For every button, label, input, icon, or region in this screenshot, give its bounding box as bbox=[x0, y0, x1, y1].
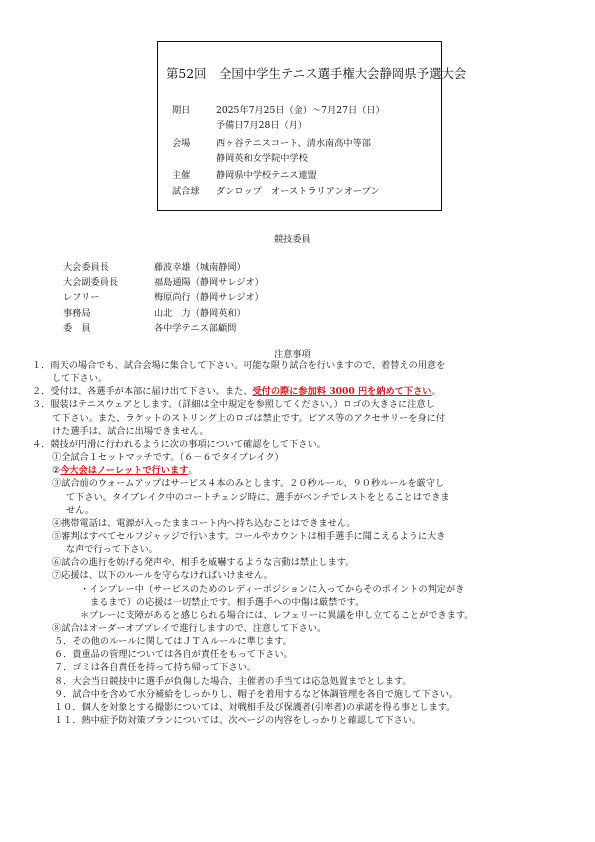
note-text: ② bbox=[52, 465, 61, 477]
event-info-row bbox=[172, 102, 385, 116]
event-info-value: 2025年7月25日（金）～7月27日（日） bbox=[216, 105, 385, 116]
note-text: １０．個人を対象とする撮影については、対戦相手及び保護者(引率者)の承諾を得る事とします。 bbox=[54, 701, 456, 713]
notes-heading: 注意事項 bbox=[274, 349, 311, 360]
note-line bbox=[54, 701, 455, 714]
note-line bbox=[54, 635, 292, 648]
note-line bbox=[54, 648, 293, 661]
event-info-row bbox=[172, 167, 317, 181]
note-text: て下さい。タイブレイク中のコートチェンジ時に、選手がベンチでレストをとることはできま bbox=[66, 491, 450, 503]
note-line bbox=[54, 661, 256, 674]
event-info-value: 予備日7月28日（月） bbox=[216, 120, 308, 131]
note-line bbox=[66, 491, 450, 504]
note-text: 。 bbox=[431, 386, 441, 398]
committee-role: 大会委員長 bbox=[63, 262, 109, 273]
note-line bbox=[32, 398, 435, 411]
note-text: まるまで）の応援は一切禁止です。相手選手への中傷は厳禁です。 bbox=[90, 596, 365, 608]
event-info-label: 期日 bbox=[172, 105, 191, 116]
committee-member bbox=[63, 305, 246, 319]
note-line bbox=[32, 359, 445, 372]
note-text: ＊プレーに支障があると感じられる場合には、レフェリーに異議を申し立てることができます。 bbox=[80, 609, 474, 621]
note-line bbox=[52, 425, 209, 438]
note-line bbox=[52, 517, 356, 530]
note-emphasis: 受付の際に参加料 3000 円を納めて下さい bbox=[252, 386, 432, 398]
event-info-row bbox=[172, 183, 380, 197]
note-line bbox=[54, 675, 412, 688]
note-text: けた選手は、試合に出場できません。 bbox=[52, 425, 209, 437]
event-info-row bbox=[172, 150, 308, 164]
note-text: ⑧試合はオーダーオブプレイで進行しますので、注意して下さい。 bbox=[52, 623, 327, 634]
note-line bbox=[66, 504, 94, 517]
event-info-label: 試合球 bbox=[172, 186, 200, 197]
note-text: ７．ゴミは各自責任を持って持ち帰って下さい。 bbox=[54, 662, 257, 674]
committee-role: レフリー bbox=[63, 292, 100, 304]
note-text: ２．受付は、各選手が本部に届け出て下さい。また、 bbox=[32, 386, 253, 398]
page-title: 第52回 全国中学生テニス選手権大会静岡県予選大会 bbox=[166, 66, 467, 81]
committee-member bbox=[63, 320, 236, 334]
note-text: １．雨天の場合でも、試合会場に集合して下さい。可能な限り試合を行いますので、着替えの用意を bbox=[32, 360, 446, 371]
committee-name: 各中学テニス部顧問 bbox=[154, 322, 237, 334]
note-line bbox=[52, 451, 284, 464]
note-text: ③試合前のウォームアップはサービス４本のみとします。２０秒ルール、９０秒ルールを厳守し bbox=[52, 478, 445, 490]
note-line bbox=[52, 464, 198, 477]
note-text: ⑥試合の進行を妨げる発声や、相手を威嚇するような言動は禁止します。 bbox=[52, 557, 355, 569]
event-info-value: 静岡県中学校テニス連盟 bbox=[216, 170, 317, 181]
note-text: ５．その他のルールに関してはＪＴＡルールに準じます。 bbox=[54, 636, 292, 648]
note-line bbox=[80, 583, 464, 596]
note-line bbox=[52, 530, 445, 543]
note-line bbox=[52, 556, 354, 569]
committee-heading: 競技委員 bbox=[274, 234, 311, 245]
committee-member bbox=[63, 259, 246, 273]
note-line bbox=[80, 609, 474, 622]
note-line bbox=[32, 438, 326, 451]
note-text: ８．大会当日競技中に選手が負傷した場合、主催者の手当ては応急処置までとします。 bbox=[54, 675, 412, 687]
event-info-row bbox=[172, 117, 307, 131]
note-line bbox=[54, 714, 421, 727]
note-text: １１．熱中症予防対策プランについては、次ページの内容をしっかりと確認して下さい。 bbox=[54, 715, 422, 727]
event-info-row bbox=[172, 135, 371, 149]
committee-name: 山北 力（静岡英和） bbox=[154, 307, 246, 319]
event-info-value: ダンロップ オーストラリアンオープン bbox=[216, 186, 380, 197]
committee-role: 大会副委員長 bbox=[63, 277, 119, 289]
note-text: ⑦応援は、以下のルールを守らなければいけません。 bbox=[52, 570, 273, 582]
note-text: ①全試合１セットマッチです。（６－６でタイブレイク） bbox=[52, 452, 284, 464]
note-text: ４．競技が円滑に行われるように次の事項について確認をして下さい。 bbox=[32, 438, 326, 450]
header-box bbox=[157, 41, 467, 211]
committee-role: 委 員 bbox=[63, 322, 91, 334]
note-text: ３．服装はテニスウェアとします。（詳細は全中規定を参照してください。）ロゴの大きさに注意し bbox=[32, 399, 435, 411]
note-line bbox=[52, 412, 445, 425]
committee-role: 事務局 bbox=[63, 307, 91, 319]
committee-member bbox=[63, 289, 264, 303]
event-info-value: 静岡英和女学院中学校 bbox=[216, 153, 308, 164]
note-text: ６．貴重品の管理については各自が責任をもって下さい。 bbox=[54, 649, 293, 661]
committee-member bbox=[63, 274, 264, 288]
note-line bbox=[52, 622, 326, 635]
note-text: して下さい。 bbox=[52, 373, 108, 385]
event-info-value: 西ヶ谷テニスコート、清水南高中等部 bbox=[216, 138, 371, 149]
note-line bbox=[52, 477, 444, 490]
note-line bbox=[54, 688, 458, 701]
note-line bbox=[32, 385, 441, 398]
note-text: て下さい。また、ラケットのストリング上のロゴは禁止です。ピアス等のアクセサリーを身に付 bbox=[52, 412, 446, 424]
committee-name: 梅原尚行（静岡サレジオ） bbox=[154, 292, 264, 304]
note-text: ④携帯電話は、電源が入ったままコート内へ持ち込むことはできません。 bbox=[52, 517, 356, 529]
note-emphasis: 今大会はノーレットで行います bbox=[60, 465, 189, 477]
note-text: せん。 bbox=[66, 504, 95, 516]
note-text: ⑤審判はすべてセルフジャッジで行います。コールやカウントは相手選手に聞こえるように大き bbox=[52, 530, 446, 542]
note-text: 。 bbox=[188, 465, 198, 477]
note-text: ・インプレー中（サービスのためのレディーポジションに入ってからそのポイントの判定がき bbox=[80, 583, 465, 595]
note-line bbox=[52, 372, 107, 385]
note-line bbox=[90, 596, 364, 609]
committee-name: 藤波幸雄（城南静岡） bbox=[154, 262, 246, 273]
note-line bbox=[66, 543, 158, 556]
note-text: な声で行って下さい。 bbox=[66, 544, 158, 556]
note-text: ９．試合中を含めて水分補給をしっかりし、帽子を着用するなど体調管理を各自で施して下さい。 bbox=[54, 688, 459, 700]
event-info-label: 会場 bbox=[172, 138, 191, 149]
committee-name: 福島通陽（静岡サレジオ） bbox=[154, 277, 264, 289]
event-info-label: 主催 bbox=[172, 170, 191, 181]
note-line bbox=[52, 569, 273, 582]
